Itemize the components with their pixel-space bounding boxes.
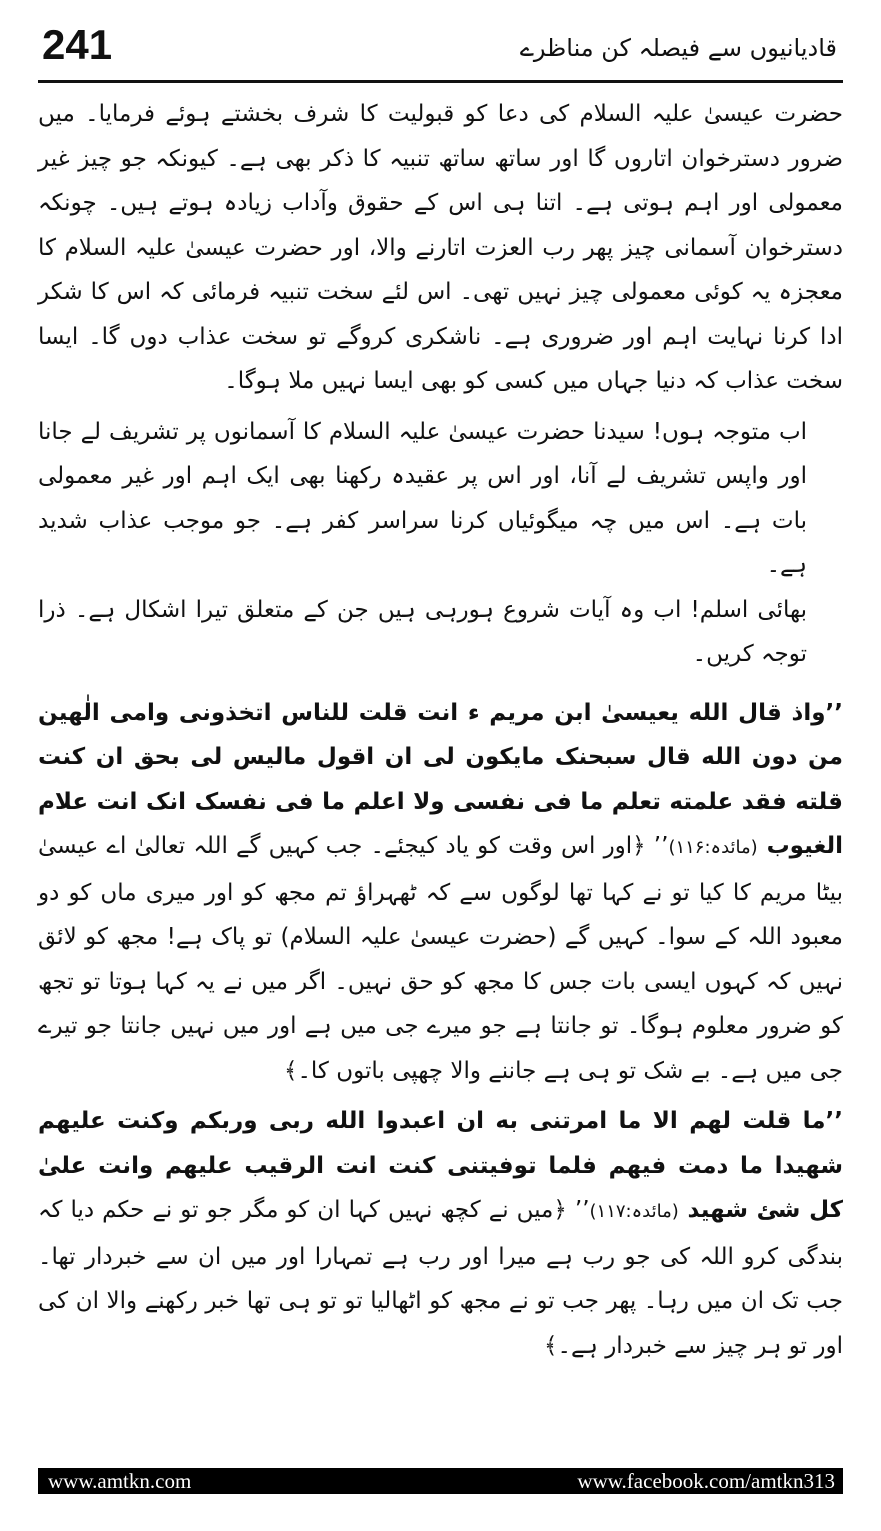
verse-116	[38, 691, 843, 1094]
header-divider	[38, 80, 843, 83]
page-body	[38, 92, 843, 1368]
verse-117-reference: (مائدہ:۱۱۷)	[589, 1201, 679, 1222]
paragraph-ascension: اب متوجہ ہوں! سیدنا حضرت عیسیٰ علیہ السلام کا آسمانوں پر تشریف لے جانا اور واپس تشریف لے آنا، اور اس پر عقیدہ رکھنا بھی ایک اہم اور غیر معمولی بات ہے۔ اس میں چہ میگوئیاں کرنا سراسر کفر ہے۔ جو موجب عذاب شدید ہے۔	[38, 418, 807, 578]
page-header	[38, 18, 843, 76]
verse-117-translation: ’’ ﴿میں نے کچھ نہیں کہا ان کو مگر جو تو نے حکم دیا کہ بندگی کرو اللہ کی جو رب ہے میرا اور رب ہے تمہارا اور میں ان سے خبردار تھا۔ جب تک ان میں رہا۔ پھر جب تو نے مجھ کو اٹھالیا تو تو ہی تھا خبر رکھنے والا ان کی اور تو ہر چیز سے خبردار ہے۔﴾	[38, 1197, 843, 1359]
verse-116-arabic: ’’واذ قال الله یعیسیٰ ابن مریم ء انت قلت للناس اتخذونی وامی الٰهین من دون الله قال سبحنک مایکون لی ان اقول مالیس لی بحق ان کنت قلته فقد علمته تعلم ما فی نفسی ولا اعلم ما فی نفسک انک انت علام الغیوب	[38, 699, 843, 859]
verse-117-arabic: ’’ما قلت لهم الا ما امرتنی به ان اعبدوا الله ربی وربکم وکنت علیهم شهیدا ما دمت فیهم فلما توفیتنی کنت انت الرقیب علیهم وانت علیٰ کل شئ شهید	[38, 1108, 843, 1223]
verse-116-translation: ’’ ﴿اور اس وقت کو یاد کیجئے۔ جب کہیں گے اللہ تعالیٰ اے عیسیٰ بیٹا مریم کا کیا تو نے کہا تھا لوگوں سے کہ ٹھہراؤ تم مجھ کو اور میری ماں کو دو معبود اللہ کے سوا۔ کہیں گے (حضرت عیسیٰ علیہ السلام) تو پاک ہے! مجھ کو لائق نہیں کہ کہوں ایسی بات جس کا مجھ کو حق نہیں۔ اگر میں نے یہ کہا ہوتا تو تجھ کو ضرور معلوم ہوگا۔ تو جانتا ہے جو میرے جی میں ہے اور میں نہیں جانتا جو تیرے جی میں ہے۔ بے شک تو ہی ہے جاننے والا چھپی باتوں کا۔﴾	[38, 833, 843, 1084]
website-link[interactable]: www.amtkn.com	[48, 1469, 192, 1493]
facebook-link[interactable]: www.facebook.com/amtkn313	[577, 1469, 835, 1493]
paragraph-dastarkhwan: حضرت عیسیٰ علیہ السلام کی دعا کو قبولیت کا شرف بخشتے ہوئے فرمایا۔ میں ضرور دسترخوان اتاروں گا اور ساتھ ساتھ تنبیہ کا ذکر بھی ہے۔ کیونکہ جو چیز غیر معمولی اور اہم ہوتی ہے۔ اتنا ہی اس کے حقوق وآداب زیادہ ہوتے ہیں۔ چونکہ دسترخوان آسمانی چیز پھر رب العزت اتارنے والا، اور حضرت عیسیٰ علیہ السلام کا معجزہ یہ کوئی معمولی چیز نہیں تھی۔ اس لئے سخت تنبیہ فرمائی کہ اس کا شکر ادا کرنا نہایت اہم اور ضروری ہے۔ ناشکری کروگے تو سخت عذاب دوں گا۔ ایسا سخت عذاب کہ دنیا جہاں میں کسی کو بھی ایسا نہیں ملا ہوگا۔	[38, 101, 843, 394]
running-title: قادیانیوں سے فیصلہ کن مناظرے	[519, 34, 837, 62]
verse-116-reference: (مائدہ:۱۱۶)	[668, 837, 758, 858]
page-number: 241	[42, 21, 113, 68]
verse-117	[38, 1099, 843, 1368]
paragraph-address-aslam: بھائی اسلم! اب وہ آیات شروع ہورہی ہیں جن کے متعلق تیرا اشکال ہے۔ ذرا توجہ کریں۔	[38, 596, 807, 667]
page-footer	[38, 1468, 843, 1494]
